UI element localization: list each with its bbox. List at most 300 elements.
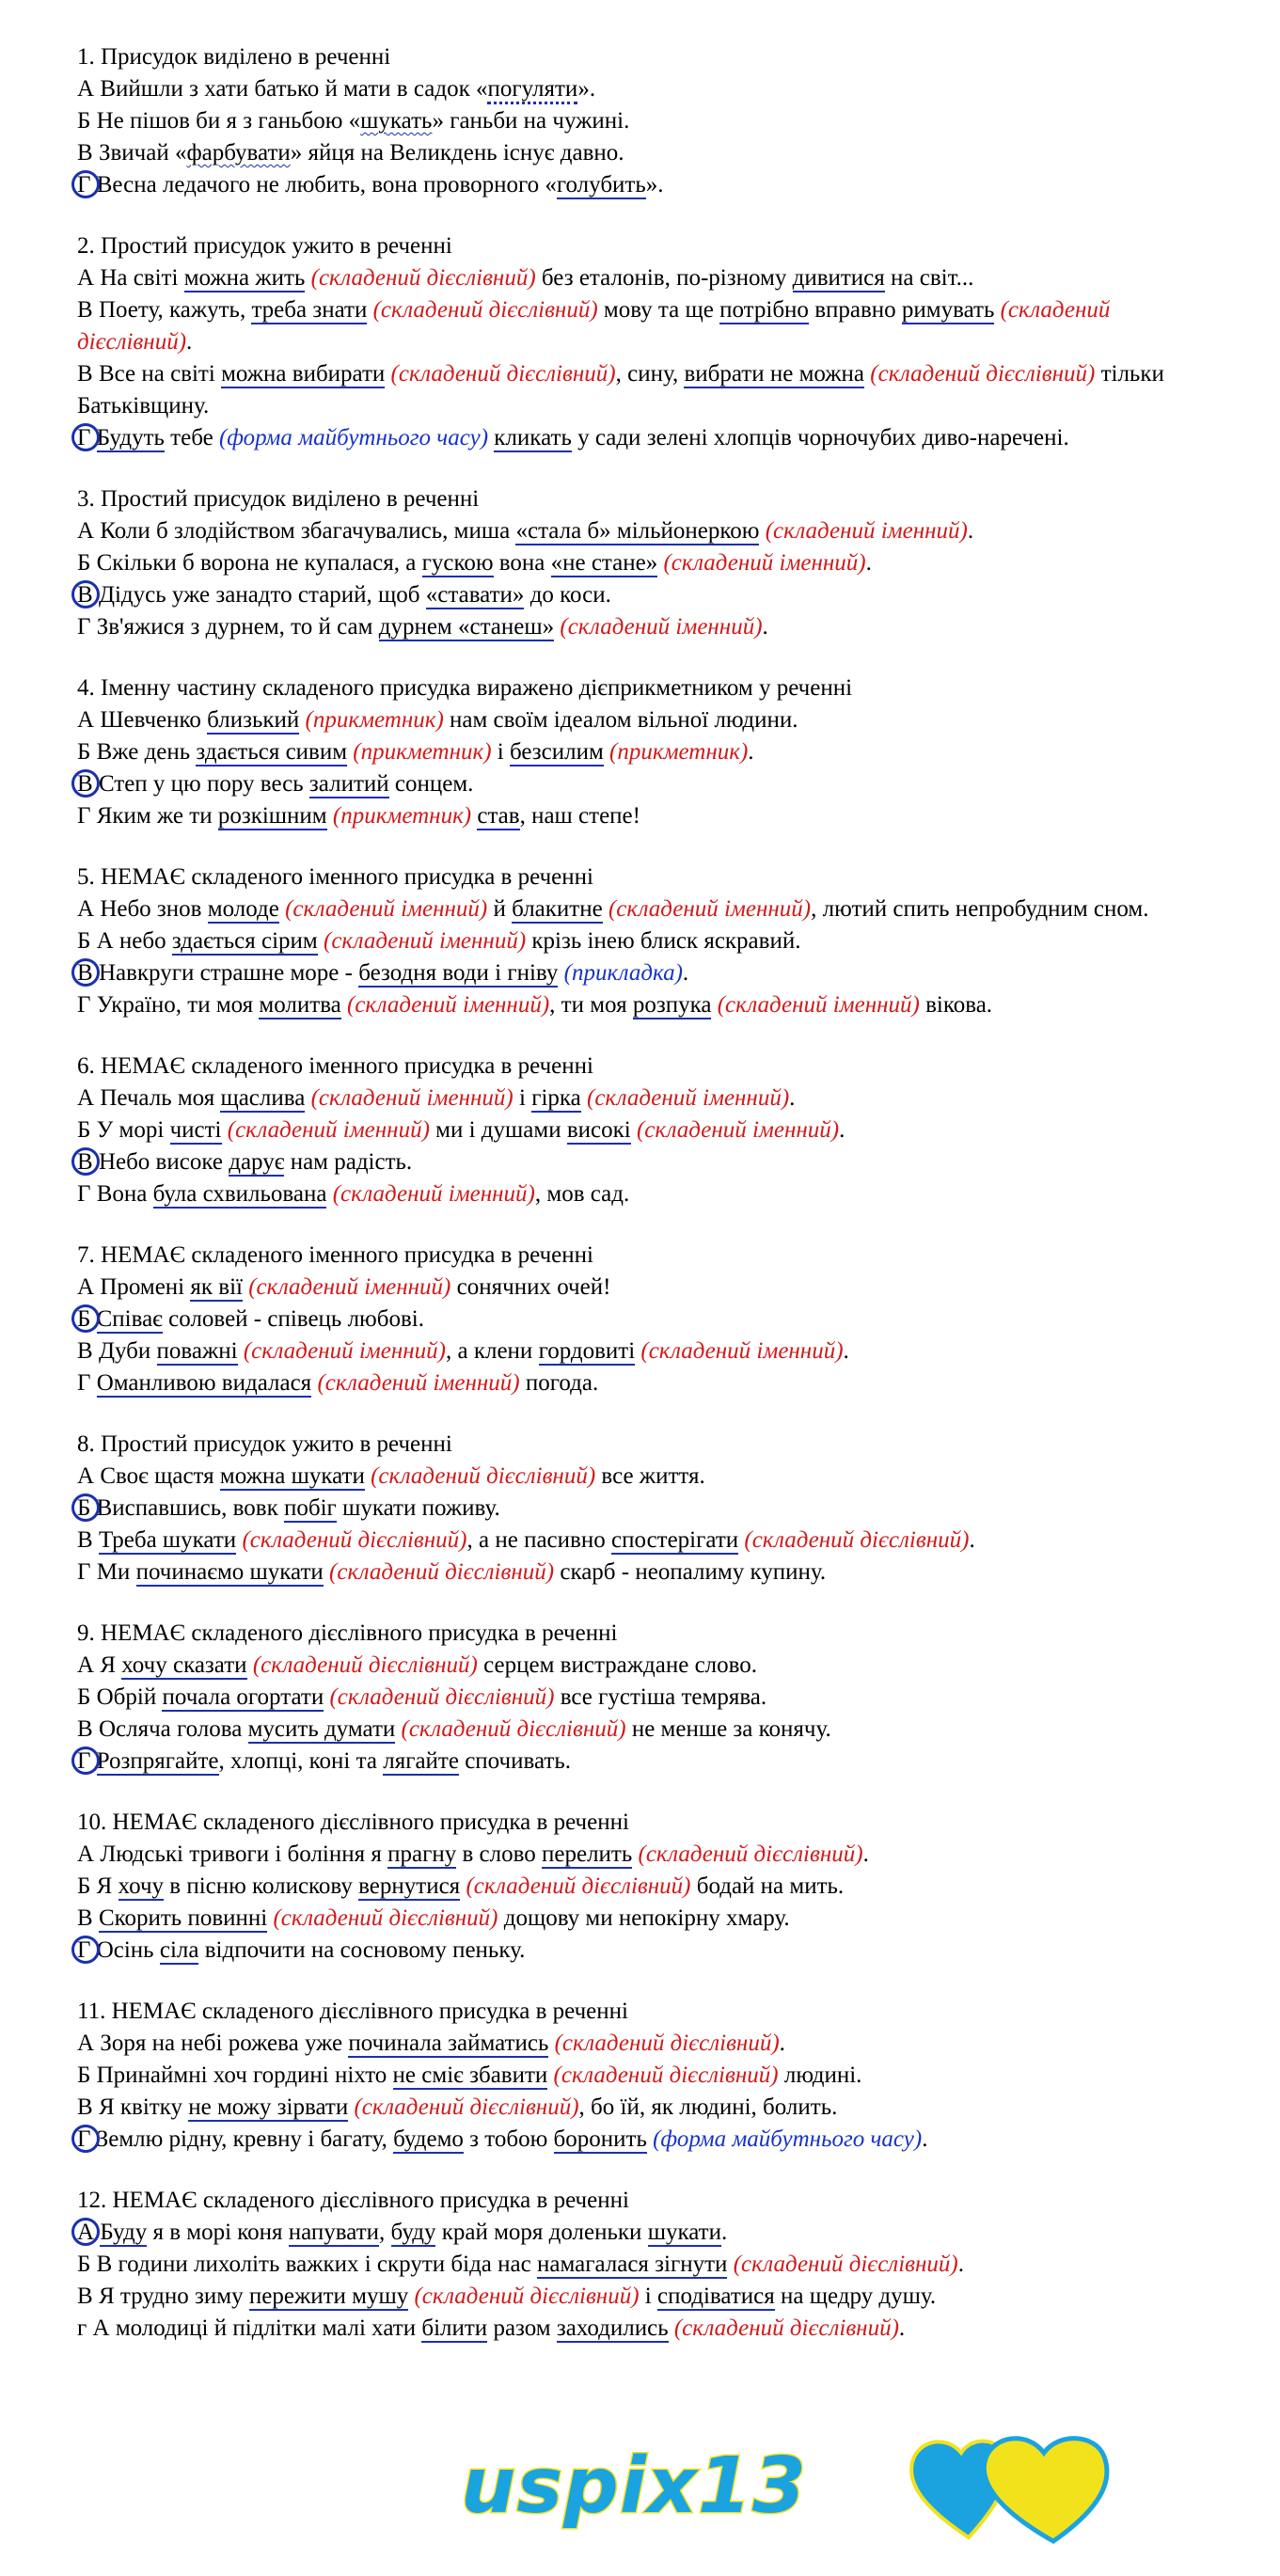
yellow-heart-icon — [984, 2439, 1107, 2541]
question — [77, 41, 1225, 201]
option-letter: Б — [77, 1684, 91, 1710]
option-text: Зв'яжися з дурнем, то й сам — [96, 614, 379, 640]
option-text: Вже день — [96, 739, 197, 765]
option-text: Вона — [96, 1181, 153, 1207]
answer-option — [77, 2124, 1225, 2156]
answer-option — [77, 1461, 1225, 1493]
option-text: сонцем. — [388, 771, 474, 797]
answer-option — [77, 2092, 1225, 2124]
answer-option — [77, 105, 1225, 137]
option-text: , а клени — [445, 1338, 539, 1364]
underlined-predicate: треба знати — [251, 297, 368, 323]
option-text: , лютий спить непробудним сном. — [811, 896, 1149, 922]
option-text: . — [720, 2220, 728, 2245]
option-letter: Б — [77, 1873, 91, 1899]
answer-option — [77, 800, 1225, 832]
answer-option — [77, 1903, 1225, 1935]
underlined-predicate: буду — [390, 2220, 436, 2245]
annotation-note: (складений іменний) — [310, 1085, 514, 1111]
underlined-predicate: високі — [566, 1117, 631, 1143]
option-text: Небо знов — [100, 896, 208, 922]
answer-option — [77, 989, 1225, 1021]
option-letter: Г — [77, 992, 91, 1018]
underlined-predicate: молитва — [259, 992, 341, 1018]
underlined-predicate: дивитися — [792, 265, 885, 291]
option-letter: В — [77, 1338, 93, 1364]
option-text: спочивать. — [458, 1748, 571, 1774]
option-letter: Б — [77, 2062, 91, 2088]
annotation-note: (складений дієслівний) — [401, 1716, 626, 1742]
underlined-predicate: сподіватися — [656, 2284, 775, 2309]
option-text: погода. — [519, 1370, 599, 1396]
answer-option — [77, 1650, 1225, 1682]
option-letter: Б — [77, 108, 91, 134]
hearts-icon — [903, 2426, 1147, 2549]
underlined-predicate: починала займатись — [348, 2031, 549, 2056]
question — [77, 483, 1225, 643]
option-text: А молодиці й підлітки малі хати — [92, 2315, 422, 2341]
underlined-predicate: гордовиті — [538, 1338, 636, 1364]
annotation-note: (складений іменний) — [347, 992, 550, 1018]
answer-option — [77, 1178, 1225, 1210]
underlined-predicate: римувать — [901, 297, 995, 323]
answer-option — [77, 169, 1225, 201]
answer-option — [77, 768, 1225, 800]
option-letter: Б — [77, 739, 91, 765]
correct-answer-circle-icon — [71, 1936, 100, 1964]
option-text: , наш степе! — [519, 803, 640, 829]
underlined-predicate: почала огортати — [162, 1684, 324, 1710]
option-letter: А — [77, 707, 95, 733]
answer-option — [77, 2249, 1225, 2281]
option-text: Не пішов би я з ганьбою « — [96, 108, 361, 134]
option-letter: В — [77, 2284, 93, 2309]
option-text: я в морі коня — [147, 2220, 289, 2245]
underlined-predicate: прагну — [387, 1841, 457, 1867]
option-letter: Г — [77, 1748, 91, 1774]
option-text: на щедру душу. — [774, 2284, 937, 2309]
underlined-predicate: хочу — [118, 1873, 165, 1899]
annotation-note: (складений дієслівний) — [242, 1527, 467, 1553]
annotation-note: (складений іменний) — [285, 896, 488, 922]
correct-answer-circle-icon — [71, 423, 100, 451]
option-text: Я квітку — [98, 2094, 189, 2120]
answer-option — [77, 1746, 1225, 1778]
underlined-predicate: починаємо шукати — [135, 1559, 324, 1585]
answer-option — [77, 1367, 1225, 1399]
option-letter: В — [77, 1905, 93, 1931]
underlined-predicate: будемо — [393, 2126, 464, 2152]
annotation-note: (складений іменний) — [717, 992, 920, 1018]
underlined-predicate: чисті — [169, 1117, 222, 1143]
option-text: ». — [645, 172, 664, 198]
option-text: край моря доленьки — [435, 2220, 648, 2245]
question — [77, 1240, 1225, 1399]
answer-option — [77, 1935, 1225, 1967]
answer-option — [77, 1682, 1225, 1714]
option-text: . — [682, 960, 689, 986]
underlined-predicate: розкішним — [217, 803, 327, 829]
option-text: У морі — [96, 1117, 170, 1143]
option-text: людині. — [778, 2062, 862, 2088]
option-text: Яким же ти — [96, 803, 218, 829]
option-text: . — [957, 2252, 964, 2277]
underlined-predicate: боронить — [553, 2126, 647, 2152]
annotation-note: (складений іменний) — [640, 1338, 844, 1364]
annotation-note: (складений іменний) — [248, 1274, 451, 1300]
option-text: . — [789, 1085, 796, 1111]
option-text: Поету, кажуть, — [98, 297, 252, 323]
answer-option — [77, 1557, 1225, 1588]
option-text: бодай на мить. — [690, 1873, 845, 1899]
option-text: все життя. — [595, 1463, 705, 1489]
option-letter: Б — [77, 1117, 91, 1143]
option-text: Я — [100, 1652, 122, 1678]
option-text: Промені — [100, 1274, 191, 1300]
option-text: . — [748, 739, 754, 765]
question-title: 6. НЕМАЄ складеного іменного присудка в реченні — [77, 1053, 593, 1079]
underlined-predicate: мусить думати — [247, 1716, 396, 1742]
option-text: , хлопці, коні та — [218, 1748, 384, 1774]
underlined-predicate: напувати — [288, 2220, 380, 2245]
underlined-predicate: блакитне — [512, 896, 603, 922]
option-text: крізь інею блиск яскравий. — [526, 928, 801, 954]
option-text: шукати поживу. — [336, 1495, 500, 1521]
option-text: соловей - співець любові. — [162, 1306, 424, 1332]
option-letter: Г — [77, 803, 91, 829]
option-text: ». — [577, 76, 596, 102]
question-title: 10. НЕМАЄ складеного дієслівного присудка в реченні — [77, 1810, 629, 1835]
answer-option — [77, 736, 1225, 768]
answer-option — [77, 925, 1225, 957]
option-letter: Б — [77, 1306, 91, 1332]
underlined-predicate: розпука — [632, 992, 712, 1018]
option-text: В години лихоліть важких і скрути біда нас — [96, 2252, 537, 2277]
annotation-note: (складений іменний) — [332, 1181, 535, 1207]
underlined-predicate: молоде — [207, 896, 279, 922]
answer-option — [77, 893, 1225, 925]
question — [77, 1051, 1225, 1210]
annotation-note: (складений дієслівний) — [354, 2094, 579, 2120]
option-letter: Г — [77, 1937, 91, 1963]
option-text: тільки Батьківщину. — [77, 361, 1164, 419]
answer-option — [77, 1493, 1225, 1525]
option-text: ми і душами — [429, 1117, 567, 1143]
option-text: . — [186, 329, 193, 355]
answer-option — [77, 2217, 1225, 2249]
option-letter: А — [77, 1841, 95, 1867]
answer-option — [77, 1146, 1225, 1178]
underlined-predicate: можна шукати — [219, 1463, 365, 1489]
option-text: дощову ми непокірну хмару. — [498, 1905, 790, 1931]
underlined-predicate: щаслива — [220, 1085, 306, 1111]
annotation-note: (складений дієслівний) — [744, 1527, 970, 1553]
question-title: 4. Іменну частину складеного присудка виражено дієприкметником у реченні — [77, 675, 853, 701]
option-text: , — [379, 2220, 391, 2245]
annotation-note: (прикметник) — [609, 739, 749, 765]
option-letter: В — [77, 582, 93, 608]
answer-option — [77, 137, 1225, 169]
annotation-note: (складений дієслівний) — [733, 2252, 958, 2277]
option-letter: г — [77, 2315, 87, 2341]
option-letter: Г — [77, 1181, 91, 1207]
underlined-predicate: «стала б» мільйонеркою — [515, 518, 760, 544]
option-letter: В — [77, 1149, 93, 1175]
question-title: 9. НЕМАЄ складеного дієслівного присудка в реченні — [77, 1620, 618, 1646]
underlined-predicate: Будуть — [96, 425, 165, 450]
question — [77, 672, 1225, 832]
option-text: Людські тривоги і боління я — [100, 1841, 388, 1867]
annotation-note: (складений дієслівний) — [638, 1841, 863, 1867]
option-text: . — [865, 550, 872, 576]
option-letter: В — [77, 960, 93, 986]
option-text: нам радість. — [284, 1149, 413, 1175]
annotation-note: (складений дієслівний) — [673, 2315, 899, 2341]
annotation-note: (складений іменний) — [663, 550, 866, 576]
option-text: . — [922, 2126, 928, 2152]
option-letter: Г — [77, 172, 91, 198]
option-text: в пісню колискову — [164, 1873, 359, 1899]
option-text: . — [843, 1338, 849, 1364]
underlined-predicate: Буду — [100, 2220, 148, 2245]
underlined-predicate: фарбувати — [186, 140, 291, 166]
option-letter: Б — [77, 928, 91, 954]
option-letter: А — [77, 1085, 95, 1111]
option-text: Україно, ти моя — [96, 992, 260, 1018]
document — [77, 41, 1225, 2374]
annotation-note: (складений іменний) — [243, 1338, 446, 1364]
option-text: тебе — [164, 425, 219, 450]
question-title: 11. НЕМАЄ складеного дієслівного присудка в реченні — [77, 1999, 628, 2024]
annotation-note: (прикметник) — [305, 707, 444, 733]
answer-option — [77, 2028, 1225, 2060]
option-text: Виспавшись, вовк — [96, 1495, 284, 1521]
option-text: . — [898, 2315, 906, 2341]
option-text: , сину, — [615, 361, 685, 387]
option-text: і — [639, 2284, 657, 2309]
question — [77, 1996, 1225, 2156]
option-letter: Г — [77, 614, 91, 640]
option-text: разом — [487, 2315, 557, 2341]
underlined-predicate: здається сивим — [196, 739, 348, 765]
underlined-predicate: Треба шукати — [98, 1527, 237, 1553]
answer-option — [77, 1304, 1225, 1335]
option-text: до коси. — [524, 582, 611, 608]
option-letter: А — [77, 76, 95, 102]
answer-option — [77, 2281, 1225, 2313]
annotation-note: (складений дієслівний) — [466, 1873, 691, 1899]
option-text: Зоря на небі рожева уже — [100, 2031, 349, 2056]
answer-option — [77, 294, 1225, 358]
option-text: відпочити на сосновому пеньку. — [198, 1937, 526, 1963]
underlined-predicate: дарує — [229, 1149, 285, 1175]
logo-text: uspix13 — [461, 2442, 807, 2531]
question — [77, 230, 1225, 454]
option-letter: Г — [77, 2126, 91, 2152]
option-text: вона — [493, 550, 551, 576]
underlined-predicate: хочу сказати — [121, 1652, 247, 1678]
question-title: 7. НЕМАЄ складеного іменного присудка в реченні — [77, 1242, 593, 1268]
option-text: Вийшли з хати батько й мати в садок « — [100, 76, 488, 102]
annotation-note: (прикладка) — [563, 960, 683, 986]
answer-option — [77, 1871, 1225, 1903]
option-text: й — [487, 896, 513, 922]
underlined-predicate: близький — [207, 707, 300, 733]
correct-answer-circle-icon — [71, 1147, 100, 1176]
answer-option — [77, 957, 1225, 989]
underlined-predicate: не можу зірвати — [188, 2094, 349, 2120]
underlined-predicate: Розпрягайте — [96, 1748, 219, 1774]
annotation-note: (складений дієслівний) — [553, 2062, 779, 2088]
correct-answer-circle-icon — [71, 170, 100, 198]
underlined-predicate: став — [477, 803, 520, 829]
annotation-note: (складений іменний) — [765, 518, 968, 544]
option-letter: А — [77, 265, 95, 291]
underlined-predicate: Оманливою видалася — [96, 1370, 312, 1396]
option-letter: Г — [77, 425, 91, 450]
underlined-predicate: пережити мушу — [248, 2284, 409, 2309]
correct-answer-circle-icon — [71, 1746, 100, 1775]
question — [77, 861, 1225, 1021]
underlined-predicate: вибрати не можна — [684, 361, 865, 387]
option-letter: Б — [77, 1495, 91, 1521]
option-text: » ганьби на чужині. — [432, 108, 630, 134]
underlined-predicate: вернутися — [358, 1873, 461, 1899]
annotation-note: (складений дієслівний) — [329, 1684, 555, 1710]
option-text: . — [779, 2031, 785, 2056]
underlined-predicate: здається сірим — [171, 928, 318, 954]
option-text: сонячних очей! — [450, 1274, 611, 1300]
option-letter: В — [77, 140, 93, 166]
underlined-predicate: Скорить повинні — [98, 1905, 268, 1931]
question — [77, 1807, 1225, 1967]
underlined-predicate: лягайте — [383, 1748, 459, 1774]
option-letter: А — [77, 518, 95, 544]
option-letter: В — [77, 771, 93, 797]
annotation-note: (складений дієслівний) — [414, 2284, 640, 2309]
correct-answer-circle-icon — [71, 769, 100, 798]
underlined-predicate: потрібно — [719, 297, 809, 323]
correct-answer-circle-icon — [71, 580, 100, 608]
answer-option — [77, 262, 1225, 294]
answer-option — [77, 2060, 1225, 2092]
option-text: Навкруги страшне море - — [98, 960, 359, 986]
annotation-note: (форма майбутнього часу) — [218, 425, 489, 450]
option-text: Осляча голова — [98, 1716, 248, 1742]
underlined-predicate: безсилим — [509, 739, 604, 765]
answer-option — [77, 73, 1225, 105]
answer-option — [77, 1272, 1225, 1304]
annotation-note: (складений іменний) — [227, 1117, 430, 1143]
option-text: Звичай « — [98, 140, 187, 166]
option-letter: В — [77, 297, 93, 323]
underlined-predicate: побіг — [284, 1495, 337, 1521]
underlined-predicate: сіла — [159, 1937, 199, 1963]
annotation-note: (складений іменний) — [317, 1370, 520, 1396]
answer-option — [77, 515, 1225, 547]
option-text: Все на світі — [98, 361, 222, 387]
underlined-predicate: дурнем «станеш» — [378, 614, 555, 640]
option-text: . — [967, 518, 974, 544]
annotation-note: (складений дієслівний) — [310, 265, 536, 291]
option-text: Обрій — [96, 1684, 163, 1710]
underlined-predicate: безодня води і гніву — [358, 960, 559, 986]
option-text: і — [513, 1085, 532, 1111]
option-letter: Г — [77, 1370, 91, 1396]
option-text: Принаймні хоч гордині ніхто — [96, 2062, 393, 2088]
underlined-predicate: можна вибирати — [221, 361, 386, 387]
option-text: Степ у цю пору весь — [98, 771, 309, 797]
logo — [451, 2434, 1166, 2556]
answer-option — [77, 422, 1225, 454]
answer-option — [77, 1114, 1225, 1146]
underlined-predicate: гірка — [531, 1085, 581, 1111]
option-text: у сади зелені хлопців чорночубих диво-наречені. — [571, 425, 1069, 450]
option-text: без еталонів, по-різному — [535, 265, 793, 291]
answer-option — [77, 2313, 1225, 2345]
annotation-note: (прикметник) — [332, 803, 472, 829]
underlined-predicate: можна жить — [183, 265, 306, 291]
annotation-note: (складений дієслівний) — [554, 2031, 780, 2056]
question-title: 2. Простий присудок ужито в реченні — [77, 233, 452, 259]
option-text: Коли б злодійством збагачувались, миша — [100, 518, 516, 544]
option-text: . — [762, 614, 768, 640]
answer-option — [77, 1335, 1225, 1367]
option-text: . — [862, 1841, 869, 1867]
underlined-predicate: погуляти — [487, 76, 577, 104]
underlined-predicate: шукать — [360, 108, 433, 134]
correct-answer-circle-icon — [71, 2125, 100, 2153]
option-text: Я трудно зиму — [98, 2284, 249, 2309]
option-letter: А — [77, 1463, 95, 1489]
option-text: Весна ледачого не любить, вона проворного « — [96, 172, 557, 198]
annotation-note: (прикметник) — [353, 739, 492, 765]
option-text: не менше за конячу. — [625, 1716, 831, 1742]
underlined-predicate: Співає — [96, 1306, 163, 1332]
answer-option — [77, 611, 1225, 643]
option-text: скарб - неопалиму купину. — [554, 1559, 827, 1585]
option-letter: А — [77, 1652, 95, 1678]
answer-option — [77, 358, 1225, 422]
option-text: з тобою — [463, 2126, 554, 2152]
option-text: мову та ще — [597, 297, 720, 323]
question-title: 8. Простий присудок ужито в реченні — [77, 1431, 452, 1457]
answer-option — [77, 579, 1225, 611]
question-title: 5. НЕМАЄ складеного іменного присудка в реченні — [77, 864, 593, 890]
option-text: На світі — [100, 265, 184, 291]
question-title: 3. Простий присудок виділено в реченні — [77, 486, 480, 512]
annotation-note: (складений дієслівний) — [77, 297, 1111, 355]
option-text: і — [491, 739, 510, 765]
annotation-note: (складений дієслівний) — [252, 1652, 478, 1678]
annotation-note: (складений дієслівний) — [390, 361, 616, 387]
annotation-note: (складений дієслівний) — [329, 1559, 555, 1585]
underlined-predicate: кликать — [494, 425, 572, 450]
option-text: . — [969, 1527, 975, 1553]
answer-option — [77, 1714, 1225, 1746]
option-letter: Г — [77, 1559, 91, 1585]
option-text: вікова. — [919, 992, 993, 1018]
annotation-note: (складений іменний) — [560, 614, 763, 640]
underlined-predicate: заходились — [556, 2315, 669, 2341]
option-text: Дідусь уже занадто старий, щоб — [98, 582, 426, 608]
correct-answer-circle-icon — [71, 958, 100, 987]
underlined-predicate: білити — [421, 2315, 488, 2341]
annotation-note: (складений іменний) — [636, 1117, 840, 1143]
option-text: на світ... — [884, 265, 974, 291]
underlined-predicate: «не стане» — [550, 550, 658, 576]
option-letter: А — [77, 1274, 95, 1300]
